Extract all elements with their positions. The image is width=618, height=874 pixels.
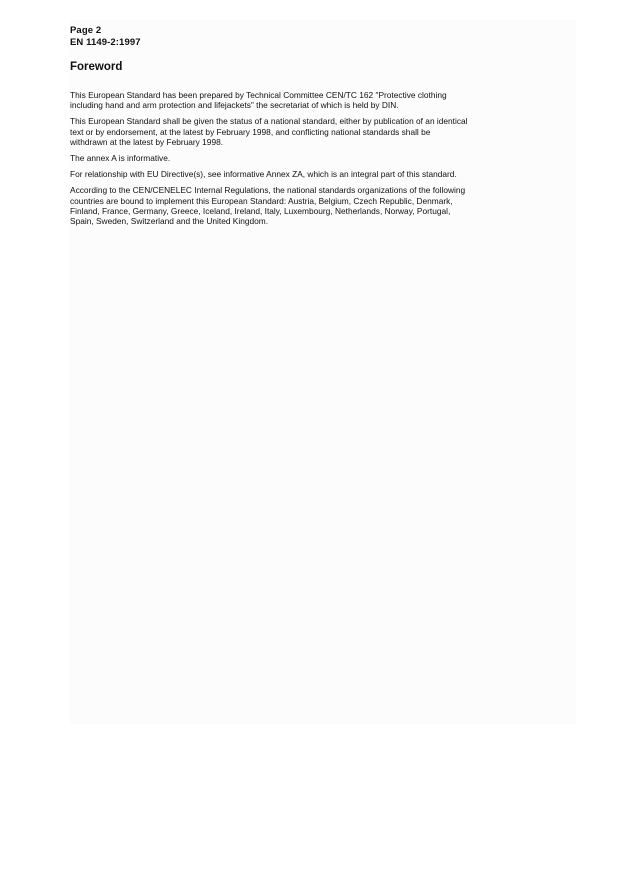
paragraph-preparation: [70, 90, 575, 111]
text-line: This European Standard shall be given the status of a national standard, either by publication of an identical: [70, 116, 468, 127]
text-line: including hand and arm protection and lifejackets" the secretariat of which is held by DIN.: [70, 100, 399, 111]
page-number: Page 2: [70, 25, 102, 36]
text-line: The annex A is informative.: [70, 153, 171, 164]
paragraph-regulations: [70, 185, 575, 227]
text-line: According to the CEN/CENELEC Internal Regulations, the national standards organizations of the following: [70, 185, 466, 196]
text-line: For relationship with EU Directive(s), see informative Annex ZA, which is an integral part of this standard.: [70, 169, 457, 180]
page-header: [70, 25, 141, 48]
paragraph-directive: [70, 169, 575, 179]
paragraph-annex: [70, 153, 575, 163]
text-line: text or by endorsement, at the latest by February 1998, and conflicting national standards shall be: [70, 126, 431, 137]
paragraph-status: [70, 116, 575, 147]
foreword-body: [70, 90, 575, 232]
standard-identifier: EN 1149-2:1997: [70, 36, 141, 48]
section-title: Foreword: [70, 61, 123, 73]
text-line: Finland, France, Germany, Greece, Iceland, Ireland, Italy, Luxembourg, Netherlands, Norway, Portugal,: [70, 206, 451, 217]
text-line: withdrawn at the latest by February 1998.: [70, 137, 224, 148]
text-line: countries are bound to implement this European Standard: Austria, Belgium, Czech Republic, Denmark,: [70, 195, 453, 206]
text-line: Spain, Sweden, Switzerland and the United Kingdom.: [70, 216, 269, 227]
text-line: This European Standard has been prepared by Technical Committee CEN/TC 162 "Protective clothing: [70, 90, 447, 100]
